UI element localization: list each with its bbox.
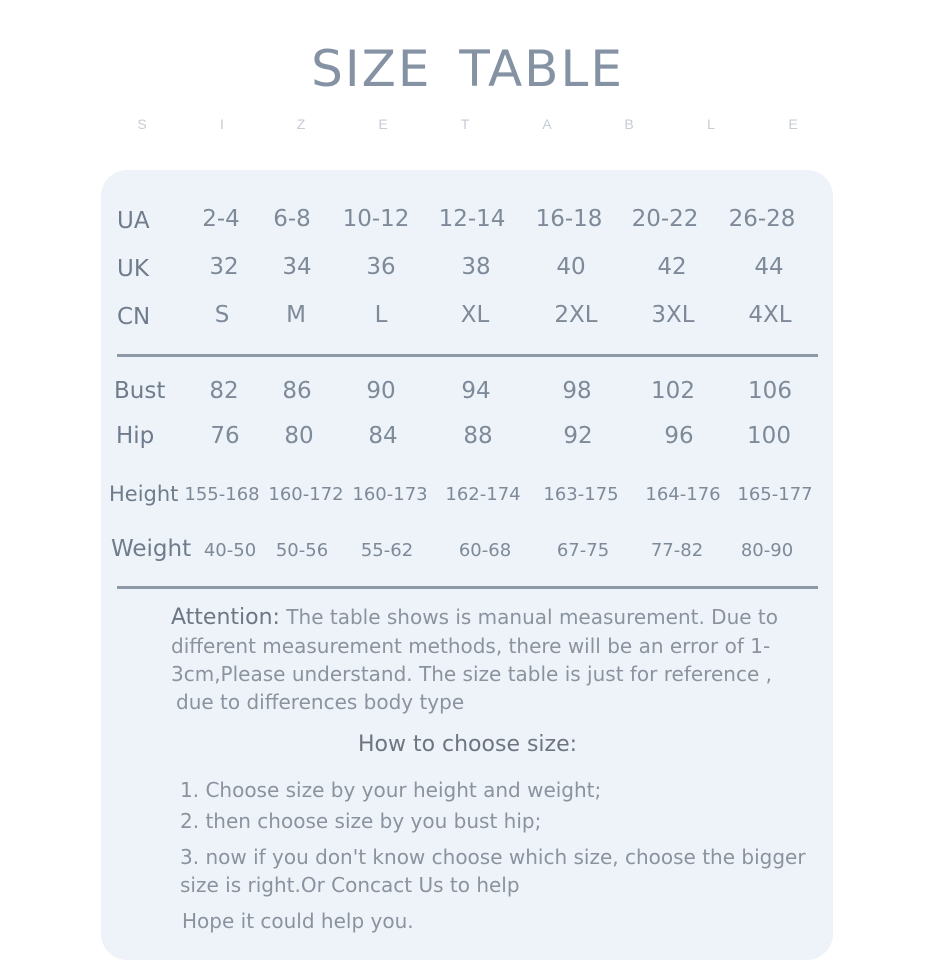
table-cell: XL	[460, 302, 490, 328]
table-cell: 76	[210, 423, 240, 449]
table-cell: 80-90	[740, 540, 794, 561]
subletter: T	[460, 116, 470, 132]
table-cell: 10-12	[342, 206, 410, 232]
table-cell: 4XL	[748, 302, 792, 328]
table-cell: 36	[366, 254, 396, 280]
table-cell: 165-177	[737, 484, 813, 505]
table-cell: 94	[461, 378, 491, 404]
table-cell: 155-168	[184, 484, 260, 505]
table-cell: 2-4	[202, 206, 240, 232]
table-cell: 20-22	[631, 206, 699, 232]
table-cell: 88	[463, 423, 493, 449]
row-label: Bust	[114, 378, 166, 404]
attention-label: Attention:	[171, 605, 280, 630]
table-cell: S	[214, 302, 230, 328]
table-cell: 163-175	[543, 484, 619, 505]
table-cell: 92	[563, 423, 593, 449]
table-cell: 67-75	[556, 540, 610, 561]
attention-text: The table shows is manual measurement. Due to different measurement methods, there will be an error of 1-3cm,Please understand. The size table is just for reference ,	[171, 605, 778, 686]
table-cell: 164-176	[645, 484, 721, 505]
table-cell: 2XL	[554, 302, 598, 328]
table-cell: 12-14	[438, 206, 506, 232]
table-cell: 3XL	[651, 302, 695, 328]
size-table-title: SIZE TABLE	[311, 40, 624, 98]
table-cell: 16-18	[535, 206, 603, 232]
table-cell: 60-68	[458, 540, 512, 561]
table-cell: 77-82	[650, 540, 704, 561]
row-label: Hip	[116, 423, 155, 449]
table-cell: 98	[562, 378, 592, 404]
table-cell: 6-8	[273, 206, 311, 232]
how-to-choose-title: How to choose size:	[357, 732, 578, 757]
table-divider	[117, 354, 818, 357]
subletter: S	[137, 116, 147, 132]
subletter: A	[542, 116, 552, 132]
attention-note	[171, 603, 811, 716]
table-cell: 84	[368, 423, 398, 449]
step-item: 2. then choose size by you bust hip;	[180, 809, 542, 833]
table-cell: 26-28	[728, 206, 796, 232]
table-divider	[117, 586, 818, 589]
table-cell: 40	[556, 254, 586, 280]
table-cell: 100	[747, 423, 791, 449]
size-chart-panel	[101, 170, 833, 960]
closing-note: Hope it could help you.	[182, 909, 414, 933]
subletter: I	[220, 116, 224, 132]
row-label: UK	[117, 256, 149, 282]
subletter: B	[624, 116, 634, 132]
table-cell: 162-174	[445, 484, 521, 505]
subletter: E	[378, 116, 388, 132]
row-label: CN	[117, 304, 151, 330]
subletter: L	[707, 116, 715, 132]
step-item: 3. now if you don't know choose which size, choose the bigger size is right.Or Concact Us to help	[180, 845, 806, 897]
subletter: E	[788, 116, 798, 132]
table-cell: 55-62	[360, 540, 414, 561]
row-label: UA	[117, 208, 150, 234]
table-cell: 34	[282, 254, 312, 280]
table-cell: 160-172	[268, 484, 344, 505]
table-cell: L	[374, 302, 388, 328]
table-cell: 50-56	[275, 540, 329, 561]
table-cell: 40-50	[203, 540, 257, 561]
table-cell: 102	[651, 378, 695, 404]
row-label: Height	[109, 482, 179, 506]
attention-last-line: due to differences body type	[176, 690, 465, 714]
table-cell: 160-173	[352, 484, 428, 505]
row-label: Weight	[111, 536, 192, 562]
subletter: Z	[296, 116, 306, 132]
table-cell: 32	[209, 254, 239, 280]
table-cell: 44	[754, 254, 784, 280]
table-cell: 80	[284, 423, 314, 449]
table-cell: 106	[748, 378, 792, 404]
table-cell: 42	[657, 254, 687, 280]
table-cell: 96	[664, 423, 694, 449]
table-cell: 38	[461, 254, 491, 280]
table-cell: 86	[282, 378, 312, 404]
step-item: 1. Choose size by your height and weight;	[180, 778, 602, 802]
table-cell: M	[286, 302, 306, 328]
table-cell: 82	[209, 378, 239, 404]
table-cell: 90	[366, 378, 396, 404]
